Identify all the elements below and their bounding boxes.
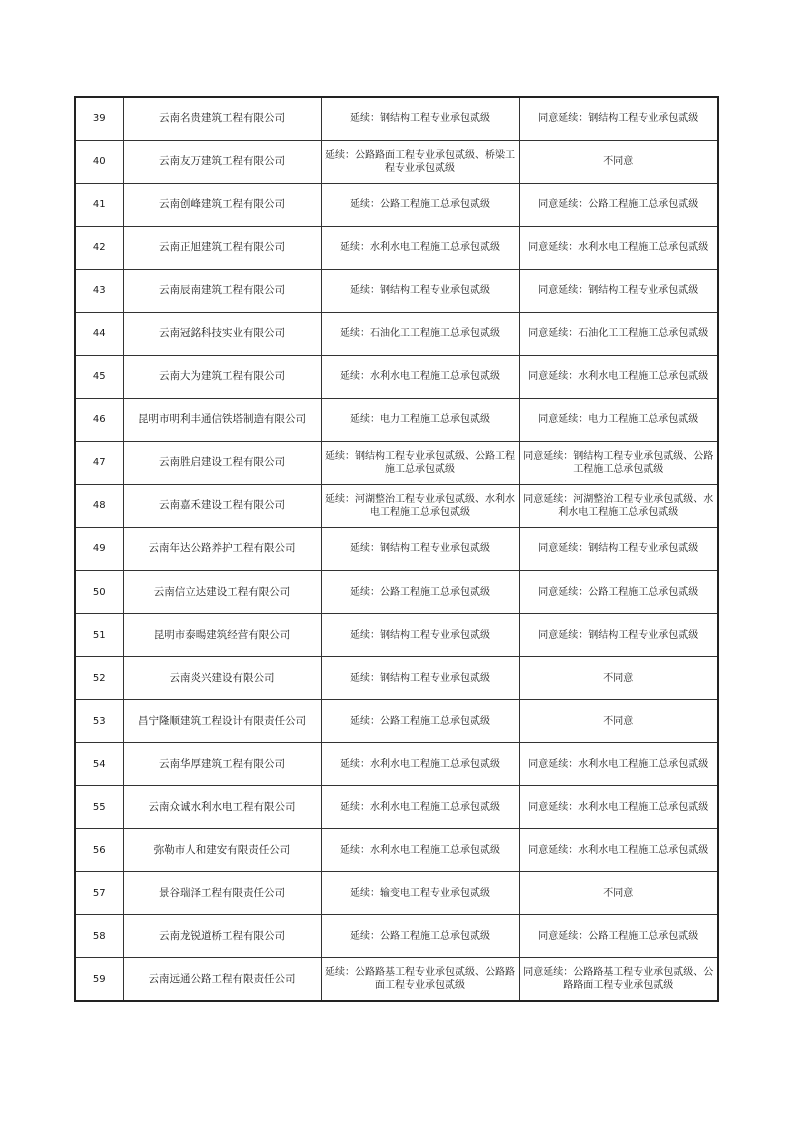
row-number-cell	[75, 743, 123, 786]
review-decision: 不同意	[603, 887, 634, 899]
row-number: 57	[92, 887, 106, 899]
table-row	[75, 484, 718, 527]
application-item: 延续：公路路面工程专业承包贰级、桥梁工程专业承包贰级	[325, 149, 515, 174]
application-item-cell	[321, 484, 519, 527]
row-number: 46	[92, 414, 106, 426]
application-item-cell	[321, 441, 519, 484]
table-row	[75, 527, 718, 570]
review-decision-cell	[519, 829, 718, 872]
review-decision: 同意延续：钢结构工程专业承包贰级、公路工程施工总承包贰级	[523, 450, 714, 475]
application-item-cell	[321, 312, 519, 355]
row-number-cell	[75, 484, 123, 527]
review-decision-cell	[519, 700, 718, 743]
company-name-cell	[123, 571, 321, 614]
application-item: 延续：水利水电工程施工总承包贰级	[340, 371, 500, 383]
company-name-cell	[123, 183, 321, 226]
row-number: 51	[92, 629, 106, 641]
application-item: 延续：公路工程施工总承包贰级	[350, 930, 490, 942]
row-number-cell	[75, 700, 123, 743]
review-decision: 同意延续：河湖整治工程专业承包贰级、水利水电工程施工总承包贰级	[523, 493, 714, 518]
table-row	[75, 743, 718, 786]
row-number-cell	[75, 183, 123, 226]
row-number: 45	[92, 371, 106, 383]
row-number-cell	[75, 312, 123, 355]
application-item-cell	[321, 571, 519, 614]
review-decision: 同意延续：水利水电工程施工总承包贰级	[528, 371, 709, 383]
application-item-cell	[321, 915, 519, 958]
review-decision-cell	[519, 872, 718, 915]
application-item: 延续：钢结构工程专业承包贰级	[350, 629, 490, 641]
row-number: 54	[92, 758, 106, 770]
application-item-cell	[321, 958, 519, 1001]
company-name: 云南龙锐道桥工程有限公司	[159, 929, 285, 942]
row-number: 59	[92, 973, 106, 985]
row-number-cell	[75, 958, 123, 1001]
application-item: 延续：钢结构工程专业承包贰级	[350, 113, 490, 125]
application-item: 延续：水利水电工程施工总承包贰级	[340, 242, 500, 254]
application-item: 延续：钢结构工程专业承包贰级、公路工程施工总承包贰级	[325, 450, 515, 475]
application-item: 延续：河湖整治工程专业承包贰级、水利水电工程施工总承包贰级	[325, 493, 515, 518]
company-name: 昌宁隆顺建筑工程设计有限责任公司	[138, 714, 306, 727]
row-number: 47	[92, 457, 106, 469]
company-name: 云南名贵建筑工程有限公司	[159, 112, 285, 125]
company-name: 云南炎兴建设有限公司	[169, 671, 275, 684]
review-decision: 同意延续：公路路基工程专业承包贰级、公路路面工程专业承包贰级	[523, 967, 714, 992]
company-name-cell	[123, 743, 321, 786]
row-number-cell	[75, 829, 123, 872]
table-row	[75, 269, 718, 312]
table-row	[75, 786, 718, 829]
company-name: 昆明市泰暘建筑经营有限公司	[153, 628, 291, 641]
review-decision-cell	[519, 226, 718, 269]
application-item: 延续：水利水电工程施工总承包贰级	[340, 844, 500, 856]
company-name-cell	[123, 614, 321, 657]
table-row	[75, 657, 718, 700]
company-name: 云南信立达建设工程有限公司	[153, 585, 291, 598]
table-row	[75, 614, 718, 657]
review-decision: 不同意	[603, 672, 634, 684]
row-number: 55	[92, 801, 106, 813]
application-item-cell	[321, 743, 519, 786]
application-item-cell	[321, 872, 519, 915]
application-item-cell	[321, 226, 519, 269]
row-number: 42	[92, 242, 106, 254]
company-name: 云南众诚水利水电工程有限公司	[148, 800, 296, 813]
table-row	[75, 872, 718, 915]
review-decision-cell	[519, 527, 718, 570]
company-name-cell	[123, 657, 321, 700]
table-row	[75, 183, 718, 226]
company-name-cell	[123, 786, 321, 829]
application-item: 延续：水利水电工程施工总承包贰级	[340, 801, 500, 813]
application-item: 延续：钢结构工程专业承包贰级	[350, 543, 490, 555]
company-name-cell	[123, 527, 321, 570]
company-name-cell	[123, 312, 321, 355]
table-body	[75, 97, 718, 1001]
company-name-cell	[123, 398, 321, 441]
review-decision-cell	[519, 355, 718, 398]
row-number: 43	[92, 285, 106, 297]
row-number: 39	[92, 113, 106, 125]
review-decision-cell	[519, 484, 718, 527]
qualification-table	[74, 96, 719, 1002]
table-row	[75, 915, 718, 958]
table-row	[75, 312, 718, 355]
company-name: 云南辰南建筑工程有限公司	[159, 284, 285, 297]
review-decision: 同意延续：公路工程施工总承包贰级	[538, 930, 699, 942]
review-decision-cell	[519, 269, 718, 312]
review-decision-cell	[519, 958, 718, 1001]
company-name-cell	[123, 269, 321, 312]
company-name-cell	[123, 484, 321, 527]
review-decision: 同意延续：钢结构工程专业承包贰级	[538, 285, 699, 297]
row-number-cell	[75, 441, 123, 484]
review-decision: 同意延续：电力工程施工总承包贰级	[538, 414, 699, 426]
company-name-cell	[123, 226, 321, 269]
table-row	[75, 700, 718, 743]
company-name-cell	[123, 441, 321, 484]
review-decision: 同意延续：水利水电工程施工总承包贰级	[528, 801, 709, 813]
application-item: 延续：石油化工工程施工总承包贰级	[340, 328, 500, 340]
company-name-cell	[123, 140, 321, 183]
review-decision-cell	[519, 441, 718, 484]
application-item-cell	[321, 140, 519, 183]
row-number: 53	[92, 715, 106, 727]
table-row	[75, 829, 718, 872]
application-item-cell	[321, 269, 519, 312]
application-item: 延续：水利水电工程施工总承包贰级	[340, 758, 500, 770]
review-decision: 同意延续：公路工程施工总承包贰级	[538, 199, 699, 211]
review-decision-cell	[519, 743, 718, 786]
application-item: 延续：公路工程施工总承包贰级	[350, 199, 490, 211]
company-name: 云南华厚建筑工程有限公司	[159, 757, 285, 770]
company-name: 弥勒市人和建安有限责任公司	[153, 843, 291, 856]
company-name-cell	[123, 872, 321, 915]
row-number-cell	[75, 657, 123, 700]
review-decision: 同意延续：钢结构工程专业承包贰级	[538, 629, 699, 641]
row-number-cell	[75, 226, 123, 269]
review-decision: 同意延续：石油化工工程施工总承包贰级	[528, 328, 709, 340]
application-item-cell	[321, 614, 519, 657]
row-number-cell	[75, 915, 123, 958]
review-decision: 同意延续：钢结构工程专业承包贰级	[538, 543, 699, 555]
row-number-cell	[75, 786, 123, 829]
table-row	[75, 398, 718, 441]
review-decision-cell	[519, 140, 718, 183]
row-number-cell	[75, 571, 123, 614]
review-decision: 不同意	[603, 715, 634, 727]
company-name: 云南大为建筑工程有限公司	[159, 370, 285, 383]
application-item-cell	[321, 97, 519, 140]
review-decision-cell	[519, 312, 718, 355]
row-number-cell	[75, 527, 123, 570]
company-name: 云南胜启建设工程有限公司	[159, 456, 285, 469]
review-decision: 同意延续：水利水电工程施工总承包贰级	[528, 242, 709, 254]
review-decision-cell	[519, 571, 718, 614]
row-number: 40	[92, 156, 106, 168]
row-number-cell	[75, 614, 123, 657]
company-name: 云南年达公路养护工程有限公司	[148, 542, 296, 555]
company-name-cell	[123, 700, 321, 743]
review-decision-cell	[519, 657, 718, 700]
row-number: 58	[92, 930, 106, 942]
row-number: 41	[92, 199, 106, 211]
company-name: 云南远通公路工程有限责任公司	[148, 972, 296, 985]
row-number: 50	[92, 586, 106, 598]
company-name: 云南创峰建筑工程有限公司	[159, 198, 285, 211]
application-item-cell	[321, 398, 519, 441]
row-number-cell	[75, 398, 123, 441]
review-decision-cell	[519, 786, 718, 829]
review-decision-cell	[519, 398, 718, 441]
review-decision-cell	[519, 183, 718, 226]
application-item-cell	[321, 657, 519, 700]
company-name-cell	[123, 829, 321, 872]
company-name-cell	[123, 915, 321, 958]
application-item-cell	[321, 355, 519, 398]
company-name: 云南嘉禾建设工程有限公司	[159, 499, 285, 512]
review-decision: 同意延续：公路工程施工总承包贰级	[538, 586, 699, 598]
row-number: 49	[92, 543, 106, 555]
row-number-cell	[75, 269, 123, 312]
row-number: 52	[92, 672, 106, 684]
company-name-cell	[123, 355, 321, 398]
application-item: 延续：钢结构工程专业承包贰级	[350, 672, 490, 684]
row-number-cell	[75, 355, 123, 398]
application-item-cell	[321, 786, 519, 829]
application-item-cell	[321, 527, 519, 570]
table-row	[75, 571, 718, 614]
application-item: 延续：输变电工程专业承包贰级	[350, 887, 490, 899]
row-number-cell	[75, 97, 123, 140]
review-decision-cell	[519, 915, 718, 958]
review-decision: 同意延续：水利水电工程施工总承包贰级	[528, 758, 709, 770]
table-row	[75, 441, 718, 484]
application-item: 延续：公路路基工程专业承包贰级、公路路面工程专业承包贰级	[325, 967, 515, 992]
table-row	[75, 226, 718, 269]
company-name: 云南正旭建筑工程有限公司	[159, 241, 285, 254]
application-item-cell	[321, 829, 519, 872]
table-row	[75, 140, 718, 183]
company-name: 云南友万建筑工程有限公司	[159, 155, 285, 168]
table-row	[75, 958, 718, 1001]
company-name-cell	[123, 958, 321, 1001]
row-number-cell	[75, 140, 123, 183]
application-item: 延续：钢结构工程专业承包贰级	[350, 285, 490, 297]
company-name: 云南冠銘科技实业有限公司	[159, 327, 285, 340]
review-decision: 不同意	[603, 156, 634, 168]
company-name: 景谷瑞泽工程有限责任公司	[159, 886, 285, 899]
review-decision-cell	[519, 614, 718, 657]
application-item: 延续：公路工程施工总承包贰级	[350, 586, 490, 598]
application-item: 延续：电力工程施工总承包贰级	[350, 414, 490, 426]
row-number-cell	[75, 872, 123, 915]
table-row	[75, 355, 718, 398]
company-name: 昆明市明利丰通信铁塔制造有限公司	[138, 413, 306, 426]
review-decision: 同意延续：水利水电工程施工总承包贰级	[528, 844, 709, 856]
table-row	[75, 97, 718, 140]
application-item: 延续：公路工程施工总承包贰级	[350, 715, 490, 727]
row-number: 44	[92, 328, 106, 340]
review-decision-cell	[519, 97, 718, 140]
company-name-cell	[123, 97, 321, 140]
application-item-cell	[321, 183, 519, 226]
application-item-cell	[321, 700, 519, 743]
row-number: 48	[92, 500, 106, 512]
row-number: 56	[92, 844, 106, 856]
review-decision: 同意延续：钢结构工程专业承包贰级	[538, 113, 699, 125]
